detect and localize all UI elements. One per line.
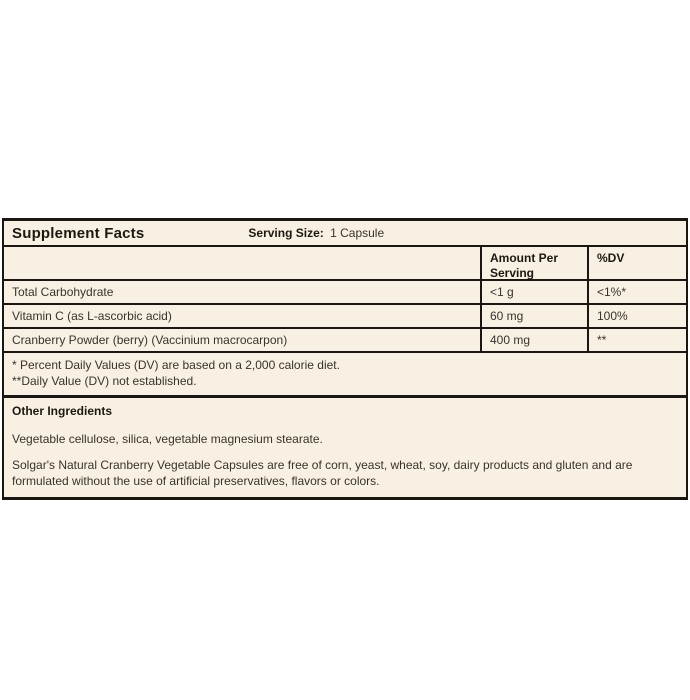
label-title-row [4, 221, 686, 247]
other-ingredients-heading: Other Ingredients [12, 404, 113, 419]
column-header-amount: Amount Per Serving [480, 247, 587, 279]
serving-size-value: 1 Capsule [330, 226, 385, 240]
supplement-facts-label [2, 218, 688, 500]
nutrient-dv: 100% [587, 305, 686, 327]
serving-size [248, 226, 384, 240]
nutrient-dv: ** [587, 329, 686, 351]
nutrient-name: Vitamin C (as L-ascorbic acid) [12, 309, 172, 323]
table-row-vitamin-c [4, 305, 686, 329]
column-header-dv: %DV [587, 247, 686, 279]
footnote-block [4, 353, 686, 398]
table-header-row [4, 247, 686, 281]
nutrient-name: Total Carbohydrate [12, 285, 114, 299]
other-ingredients-section [4, 398, 686, 496]
serving-size-label: Serving Size: [248, 226, 324, 240]
other-ingredients-list: Vegetable cellulose, silica, vegetable magnesium stearate. [12, 432, 323, 447]
table-row-cranberry-powder [4, 329, 686, 353]
allergen-free-note: Solgar's Natural Cranberry Vegetable Capsules are free of corn, yeast, wheat, soy, dairy products and gluten and are formulated without the use of artificial preservatives, flavors or colors. [12, 458, 633, 488]
footnote-daily-values: * Percent Daily Values (DV) are based on a 2,000 calorie diet. [12, 358, 340, 372]
nutrient-amount: 60 mg [480, 305, 587, 327]
table-row-total-carbohydrate [4, 281, 686, 305]
footnote-not-established: **Daily Value (DV) not established. [12, 374, 197, 389]
nutrient-name: Cranberry Powder (berry) (Vaccinium macrocarpon) [12, 333, 288, 347]
nutrient-dv: <1%* [587, 281, 686, 303]
label-title: Supplement Facts [12, 224, 145, 242]
nutrient-amount: <1 g [480, 281, 587, 303]
nutrient-amount: 400 mg [480, 329, 587, 351]
column-header-empty [4, 247, 480, 279]
